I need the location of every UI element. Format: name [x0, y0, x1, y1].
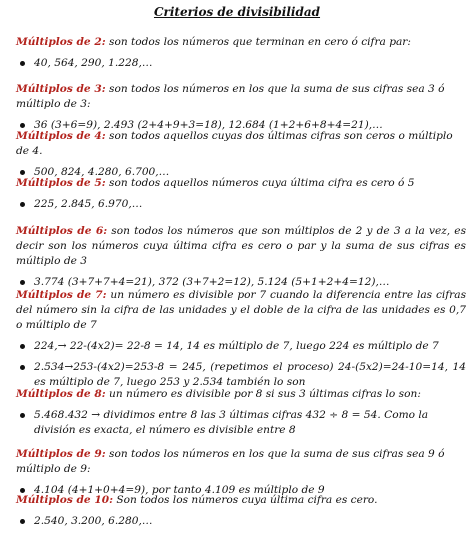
section-multiplos-7 [16, 288, 466, 390]
section-text: un número es divisible por 8 si sus 3 últimas cifras lo son: [105, 388, 421, 400]
section-heading [16, 493, 466, 508]
section-keyword: Múltiplos de 10: [16, 494, 114, 506]
section-heading [16, 35, 466, 50]
section-heading [16, 447, 466, 477]
section-multiplos-9 [16, 447, 466, 498]
section-keyword: Múltiplos de 4: [16, 130, 106, 142]
section-multiplos-3 [16, 82, 466, 133]
section-text: un número es divisible por 7 cuando la diferencia entre las cifras del número sin la cifra de las unidades y el doble de la cifra de las unidades es 0,7 o múltiplo de 7 [16, 289, 466, 331]
section-text: son todos los números en los que la suma de sus cifras sea 3 ó múltiplo de 3: [16, 83, 445, 110]
section-heading [16, 176, 466, 191]
list-item: 2.540, 3.200, 6.280,… [16, 514, 466, 529]
list-item: 5.468.432 → dividimos entre 8 las 3 últimas cifras 432 ÷ 8 = 54. Como la división es exacta, el número es divisible entre 8 [16, 408, 466, 438]
section-keyword: Múltiplos de 6: [16, 225, 108, 237]
list-item: 36 (3+6=9), 2.493 (2+4+9+3=18), 12.684 (1+2+6+8+4=21),… [16, 118, 466, 133]
section-text: son todos los números que terminan en cero ó cifra par: [105, 36, 411, 48]
section-multiplos-4 [16, 129, 466, 180]
section-keyword: Múltiplos de 7: [16, 289, 107, 301]
section-text: son todos los números que son múltiplos de 2 y de 3 a la vez, es decir son los números cuya última cifra es cero o par y la suma de sus cifras es múltiplo de 3 [16, 225, 467, 267]
list-item: 500, 824, 4.280, 6.700,… [16, 165, 466, 180]
section-multiplos-6 [16, 224, 466, 290]
list-item: 2.534→253-(4x2)=253-8 = 245, (repetimos el proceso) 24-(5x2)=24-10=14, 14 es múltiplo de 7, luego 253 y 2.534 también lo son [16, 360, 466, 390]
list-item: 225, 2.845, 6.970,… [16, 197, 466, 212]
section-heading [16, 288, 466, 333]
list-item: 224,→ 22-(4x2)= 22-8 = 14, 14 es múltiplo de 7, luego 224 es múltiplo de 7 [16, 339, 466, 354]
list-item: 4.104 (4+1+0+4=9), por tanto 4.109 es múltiplo de 9 [16, 483, 466, 498]
section-multiplos-8 [16, 387, 466, 438]
list-item: 40, 564, 290, 1.228,… [16, 56, 466, 71]
section-text: son todos aquellos cuyas dos últimas cifras son ceros o múltiplo de 4. [16, 130, 453, 157]
section-keyword: Múltiplos de 3: [16, 83, 106, 95]
section-heading [16, 82, 466, 112]
section-heading [16, 224, 466, 269]
section-keyword: Múltiplos de 9: [16, 448, 106, 460]
section-multiplos-2 [16, 35, 466, 71]
section-text: son todos los números en los que la suma de sus cifras sea 9 ó múltiplo de 9: [16, 448, 445, 475]
section-multiplos-5 [16, 176, 466, 212]
section-keyword: Múltiplos de 2: [16, 36, 106, 48]
section-keyword: Múltiplos de 8: [16, 388, 106, 400]
section-text: Son todos los números cuya última cifra es cero. [113, 494, 378, 506]
section-keyword: Múltiplos de 5: [16, 177, 106, 189]
section-heading [16, 387, 466, 402]
section-multiplos-10 [16, 493, 466, 529]
page-title: Criterios de divisibilidad [153, 5, 321, 19]
section-heading [16, 129, 466, 159]
section-text: son todos aquellos números cuya última cifra es cero ó 5 [105, 177, 415, 189]
list-item: 3.774 (3+7+7+4=21), 372 (3+7+2=12), 5.124 (5+1+2+4=12),… [16, 275, 466, 290]
